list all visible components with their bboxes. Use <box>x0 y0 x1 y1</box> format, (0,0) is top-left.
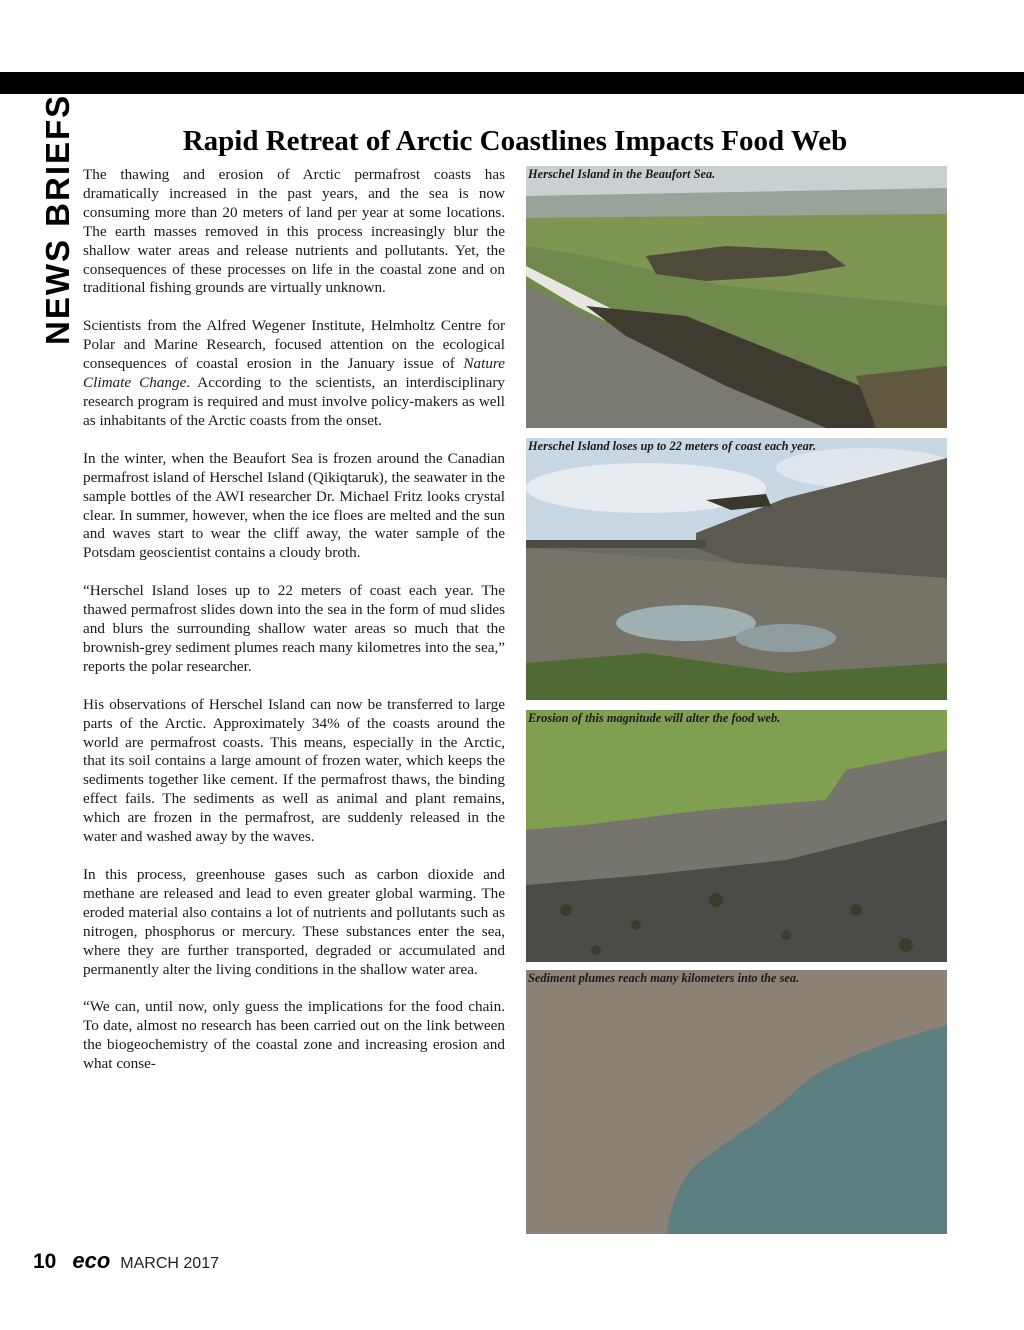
photo-caption: Herschel Island in the Beaufort Sea. <box>528 167 716 181</box>
journal-title: Nature Climate Change <box>83 355 505 392</box>
paragraph-4: “Herschel Island loses up to 22 meters of coast each year. The thawed permafrost slides down into the sea in the form of mud slides and blurs the surrounding shallow water areas so much that the brownish-grey sediment plumes reach many kilometres into the sea,” reports the polar researcher. <box>83 582 505 675</box>
paragraph-6: In this process, greenhouse gases such as carbon dioxide and methane are released and lead to even greater global warming. The eroded material also contains a lot of nutrients and pollutants such as nitrogen, phosphorus or mercury. These substances enter the sea, where they are further transported, degraded or accumulated and permanently alter the living conditions in the shallow water area. <box>83 866 505 978</box>
page-number: 10 <box>33 1250 57 1273</box>
photo-caption: Herschel Island loses up to 22 meters of coast each year. <box>528 439 817 453</box>
aerial-coast-image <box>526 166 947 428</box>
paragraph-7: “We can, until now, only guess the implications for the food chain. To date, almost no research has been carried out on the link between the biogeochemistry of the coastal zone and increasing erosion and what conse- <box>83 998 505 1073</box>
section-label: NEWS BRIEFS <box>39 93 76 345</box>
photo-sediment-plume <box>526 970 947 1234</box>
paragraph-3: In the winter, when the Beaufort Sea is frozen around the Canadian permafrost island of Herschel Island (Qikiqtaruk), the seawater in the sample bottles of the AWI researcher Dr. Michael Fritz looks crystal clear. In summer, however, when the ice floes are melted and the sun and waves start to wear the cliff away, the water sample of the Potsdam geoscientist contains a cloudy broth. <box>83 449 505 562</box>
photo-caption: Erosion of this magnitude will alter the food web. <box>528 711 781 725</box>
photo-herschel-coast-loss <box>526 438 947 700</box>
article-body <box>83 166 505 1093</box>
sediment-plume-image <box>526 970 947 1234</box>
paragraph-5: His observations of Herschel Island can now be transferred to large parts of the Arctic. Approximately 34% of the coasts around the world are permafrost coasts. This means, especially in the Arctic, that its soil contains a large amount of frozen water, which keeps the sediments together like cement. If the permafrost thaws, the binding effect fails. The sediments as well as animal and plant remains, which are frozen in the permafrost, are suddenly released in the water and washed away by the waves. <box>83 695 505 846</box>
photo-herschel-aerial <box>526 166 947 428</box>
issue-date: MARCH 2017 <box>120 1255 219 1272</box>
photo-caption: Sediment plumes reach many kilometers into the sea. <box>528 971 800 985</box>
header-rule <box>0 72 1024 94</box>
paragraph-1: The thawing and erosion of Arctic permafrost coasts has dramatically increased in the past years, and the sea is now consuming more than 20 meters of land per year at some locations. The earth masses removed in this process increasingly blur the shallow water areas and release nutrients and pollutants. Yet, the consequences of these processes on life in the coastal zone and on traditional fishing grounds are virtually unknown. <box>83 166 505 297</box>
thaw-slump-image <box>526 438 947 700</box>
eroding-cliff-image <box>526 710 947 962</box>
article-headline: Rapid Retreat of Arctic Coastlines Impacts Food Web <box>182 125 848 158</box>
photo-erosion-cliff <box>526 710 947 962</box>
paragraph-2: Scientists from the Alfred Wegener Institute, Helmholtz Centre for Polar and Marine Research, focused attention on the ecological consequences of coastal erosion in the January issue of Nature Climate Change. According to the scientists, an interdisciplinary research program is required and must involve policy-makers as well as inhabitants of the Arctic coasts from the onset. <box>83 317 505 429</box>
page-footer <box>33 1248 219 1278</box>
magazine-name: eco <box>72 1248 111 1273</box>
